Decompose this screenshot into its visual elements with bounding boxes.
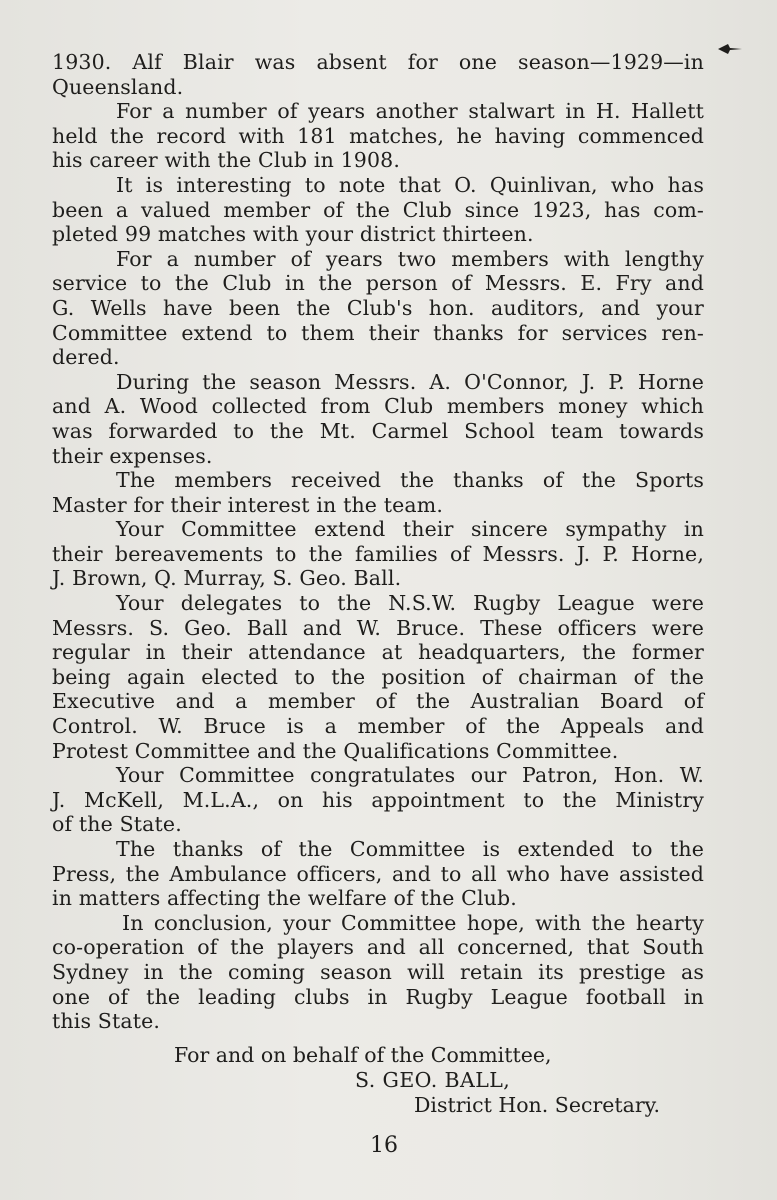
text-line: Master for their interest in the team. [52, 492, 444, 517]
text-line: being again elected to the position of chairman of the [52, 664, 704, 689]
signature-behalf-line: For and on behalf of the Committee, [174, 1043, 552, 1067]
text-line: Protest Committee and the Qualifications Committee. [52, 738, 619, 763]
text-line: Sydney in the coming season will retain its prestige as [52, 959, 704, 984]
text-line: pleted 99 matches with your district thirteen. [52, 222, 534, 247]
paragraph-start-line: For a number of years two members with lengthy [116, 246, 704, 271]
text-line: Queensland. [52, 74, 184, 99]
text-line: his career with the Club in 1908. [52, 148, 401, 173]
signature-name: S. GEO. BALL, [355, 1068, 511, 1092]
signature-title: District Hon. Secretary. [414, 1093, 661, 1117]
text-line: Press, the Ambulance officers, and to all who have assisted [52, 861, 704, 886]
paragraph-start-line: For a number of years another stalwart in H. Hallett [116, 99, 704, 124]
text-line: J. McKell, M.L.A., on his appointment to the Ministry [52, 787, 704, 812]
paragraph-start-line: Your Committee congratulates our Patron, Hon. W. [116, 763, 704, 788]
ink-mark-icon [716, 42, 744, 56]
text-line: was forwarded to the Mt. Carmel School team towards [52, 418, 704, 443]
text-line: J. Brown, Q. Murray, S. Geo. Ball. [52, 566, 402, 591]
text-line: one of the leading clubs in Rugby League football in [52, 984, 704, 1009]
paragraph-start-line: In conclusion, your Committee hope, with the hearty [122, 910, 704, 935]
text-line: their bereavements to the families of Messrs. J. P. Horne, [52, 541, 704, 566]
text-line: in matters affecting the welfare of the Club. [52, 886, 517, 911]
text-line: Messrs. S. Geo. Ball and W. Bruce. These officers were [52, 615, 704, 640]
text-line: Control. W. Bruce is a member of the Appeals and [52, 714, 704, 739]
text-line: and A. Wood collected from Club members money which [52, 394, 704, 419]
text-line: Executive and a member of the Australian Board of [52, 689, 704, 714]
text-line: their expenses. [52, 443, 213, 468]
text-line: G. Wells have been the Club's hon. auditors, and your [52, 295, 704, 320]
paragraph-start-line: The thanks of the Committee is extended to the [116, 837, 704, 861]
text-line: this State. [52, 1009, 161, 1034]
paragraph-start-line: The members received the thanks of the Sports [116, 468, 704, 493]
text-line: Committee extend to them their thanks for services ren- [52, 320, 704, 345]
text-line: regular in their attendance at headquarters, the former [52, 640, 704, 665]
paragraph-start-line: It is interesting to note that O. Quinlivan, who has [116, 172, 704, 197]
text-line: been a valued member of the Club since 1923, has com- [52, 197, 704, 222]
text-line: held the record with 181 matches, he having commenced [52, 123, 704, 148]
text-line: co-operation of the players and all concerned, that South [52, 935, 704, 960]
paragraph-start-line: Your delegates to the N.S.W. Rugby League were [116, 591, 704, 616]
text-line: of the State. [52, 812, 182, 837]
page-number: 16 [370, 1133, 398, 1158]
paragraph-start-line: Your Committee extend their sincere sympathy in [116, 517, 704, 542]
text-line: dered. [52, 345, 120, 370]
body-text [52, 50, 704, 1034]
paragraph-start-line: During the season Messrs. A. O'Connor, J. P. Horne [116, 369, 704, 394]
text-line: 1930. Alf Blair was absent for one season—1929—in [52, 50, 704, 74]
text-line: service to the Club in the person of Messrs. E. Fry and [52, 271, 704, 296]
